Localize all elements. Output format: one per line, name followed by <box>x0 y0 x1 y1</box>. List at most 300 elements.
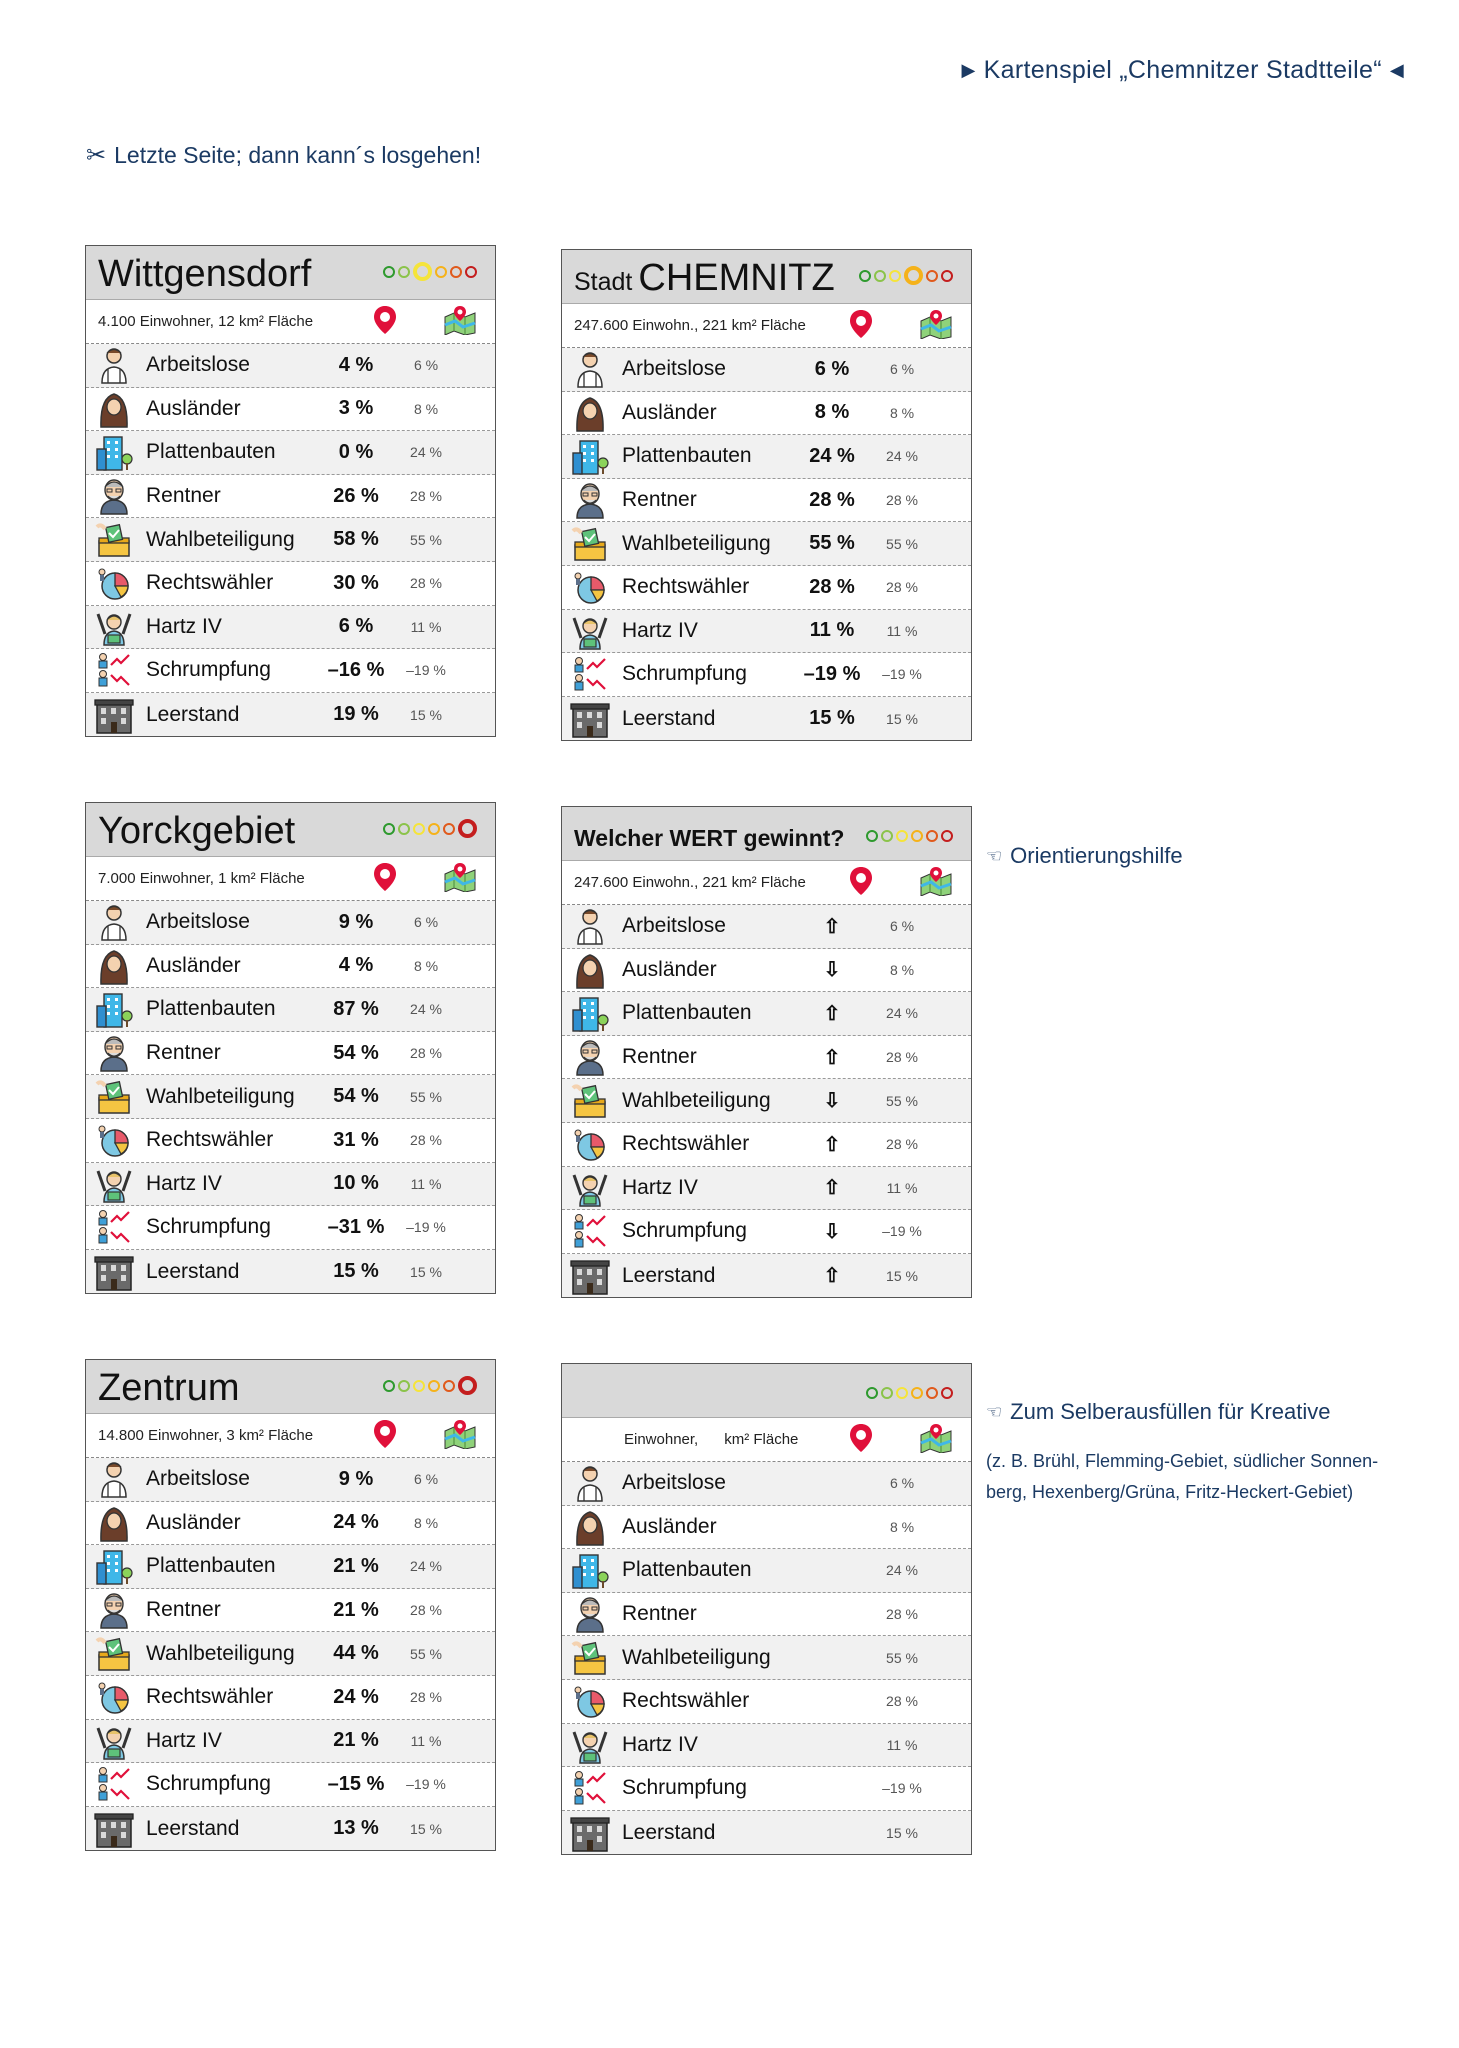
senior-man-icon <box>570 480 610 520</box>
row-label: Leerstand <box>146 1259 240 1283</box>
trend-arrow: ⇩ <box>823 1090 841 1113</box>
shrinking-population-icon <box>94 1207 134 1247</box>
rating-dots <box>866 1387 953 1411</box>
row-reference: 15 % <box>410 706 442 723</box>
pointing-hand-icon: ☜ <box>986 845 1003 866</box>
table-row <box>86 518 495 562</box>
table-row <box>562 697 971 741</box>
trend-arrow: ⇧ <box>823 915 841 938</box>
old-building-icon <box>570 1813 610 1853</box>
card-info <box>86 300 495 344</box>
row-value: 0 % <box>338 440 374 463</box>
table-row <box>562 1549 971 1593</box>
row-label: Ausländer <box>622 957 717 981</box>
row-reference: –19 % <box>882 666 922 683</box>
row-label: Ausländer <box>622 400 717 424</box>
ballot-box-icon <box>570 524 610 564</box>
row-value: 9 % <box>338 910 374 933</box>
row-value: 28 % <box>809 488 855 511</box>
row-reference: 11 % <box>410 1175 442 1192</box>
old-building-icon <box>94 695 134 735</box>
card-info-text: Einwohner, km² Fläche <box>624 1431 799 1448</box>
location-pin-icon <box>849 866 873 900</box>
row-label: Leerstand <box>146 1816 240 1840</box>
creative-label <box>986 1399 1331 1425</box>
row-value: 24 % <box>333 1685 379 1708</box>
map-icon <box>443 862 477 896</box>
row-label: Plattenbauten <box>146 1554 276 1578</box>
row-value: 15 % <box>333 1260 379 1283</box>
rating-dot <box>881 830 893 842</box>
scissors-icon: ✂ <box>86 142 107 169</box>
table-row <box>562 653 971 697</box>
row-reference: 6 % <box>413 357 439 374</box>
rating-dot <box>889 270 901 282</box>
row-reference: 28 % <box>886 1049 918 1066</box>
table-row <box>562 1506 971 1550</box>
table-row <box>562 435 971 479</box>
row-label: Arbeitslose <box>622 914 726 938</box>
card-head <box>562 807 971 861</box>
row-value: 54 % <box>333 1085 379 1108</box>
location-pin-icon <box>373 305 397 339</box>
row-value: 55 % <box>809 532 855 555</box>
table-row <box>562 1079 971 1123</box>
row-reference: 55 % <box>410 1088 442 1105</box>
row-label: Rechtswähler <box>622 575 750 599</box>
row-label: Leerstand <box>622 706 716 730</box>
card-rows <box>86 901 495 1293</box>
row-reference: 6 % <box>889 1475 915 1492</box>
rating-dot <box>904 266 923 285</box>
table-row <box>562 1123 971 1167</box>
row-label: Ausländer <box>146 953 241 977</box>
row-value: –19 % <box>803 662 861 685</box>
row-reference: 6 % <box>889 918 915 935</box>
senior-man-icon <box>570 1594 610 1634</box>
rating-dot <box>926 1387 938 1399</box>
worker-icon <box>94 1459 134 1499</box>
map-icon <box>443 1419 477 1453</box>
table-row <box>562 479 971 523</box>
row-label: Leerstand <box>622 1263 716 1287</box>
apartment-building-icon <box>570 993 610 1033</box>
table-row <box>86 1075 495 1119</box>
row-reference: 6 % <box>413 914 439 931</box>
senior-man-icon <box>94 476 134 516</box>
row-value: 54 % <box>333 1041 379 1064</box>
row-reference: 8 % <box>889 1518 915 1535</box>
worker-icon <box>94 345 134 385</box>
card-info <box>562 861 971 905</box>
row-label: Rentner <box>622 1602 697 1626</box>
row-label: Plattenbauten <box>622 444 752 468</box>
table-row <box>562 348 971 392</box>
rating-dot <box>413 262 432 281</box>
old-building-icon <box>570 699 610 739</box>
table-row <box>86 1032 495 1076</box>
row-label: Arbeitslose <box>146 353 250 377</box>
trend-arrow: ⇧ <box>823 1002 841 1025</box>
table-row <box>562 1167 971 1211</box>
table-row <box>562 610 971 654</box>
table-row <box>86 988 495 1032</box>
cheering-man-icon <box>94 1164 134 1204</box>
row-label: Rentner <box>146 484 221 508</box>
table-row <box>86 1545 495 1589</box>
orientation-text: Orientierungshilfe <box>1010 843 1183 868</box>
table-row <box>562 1636 971 1680</box>
row-value: 3 % <box>338 397 374 420</box>
rating-dot <box>413 823 425 835</box>
row-reference: 28 % <box>410 1602 442 1619</box>
card-rows <box>562 1462 971 1854</box>
row-label: Rechtswähler <box>146 1128 274 1152</box>
row-value: 19 % <box>333 703 379 726</box>
rating-dot <box>443 823 455 835</box>
card-info-text: 14.800 Einwohner, 3 km² Fläche <box>98 1427 314 1444</box>
row-value: 6 % <box>814 357 850 380</box>
table-row <box>562 1593 971 1637</box>
card-info <box>86 857 495 901</box>
row-label: Wahlbeteiligung <box>146 527 295 551</box>
row-reference: –19 % <box>882 1223 922 1240</box>
card-rows <box>562 905 971 1297</box>
row-label: Rechtswähler <box>146 1685 274 1709</box>
card-head <box>562 250 971 304</box>
rating-dot <box>398 266 410 278</box>
rating-dot <box>413 1380 425 1392</box>
rating-dot <box>859 270 871 282</box>
row-label: Arbeitslose <box>622 357 726 381</box>
rating-dot <box>941 830 953 842</box>
orientation-label <box>986 843 1183 869</box>
card-title: Yorckgebiet <box>98 810 296 852</box>
row-reference: 55 % <box>886 1649 918 1666</box>
row-label: Rentner <box>146 1041 221 1065</box>
row-value: 87 % <box>333 997 379 1020</box>
row-label: Schrumpfung <box>146 658 271 682</box>
cheering-man-icon <box>570 1168 610 1208</box>
row-reference: 11 % <box>410 618 442 635</box>
row-label: Hartz IV <box>622 1732 698 1756</box>
row-value: 6 % <box>338 615 374 638</box>
card-head <box>562 1364 971 1418</box>
row-label: Ausländer <box>146 396 241 420</box>
rating-dots <box>859 266 953 297</box>
card-title: Zentrum <box>98 1367 240 1409</box>
table-row <box>86 1720 495 1764</box>
row-label: Hartz IV <box>146 1728 222 1752</box>
card-zentrum <box>85 1359 496 1851</box>
row-reference: –19 % <box>406 1219 446 1236</box>
row-label: Wahlbeteiligung <box>622 1645 771 1669</box>
trend-arrow: ⇧ <box>823 1177 841 1200</box>
rating-dot <box>874 270 886 282</box>
row-label: Hartz IV <box>622 1175 698 1199</box>
row-label: Schrumpfung <box>622 1219 747 1243</box>
row-value: 58 % <box>333 528 379 551</box>
row-reference: 55 % <box>886 535 918 552</box>
rating-dot <box>383 1380 395 1392</box>
row-value: 13 % <box>333 1817 379 1840</box>
worker-icon <box>570 906 610 946</box>
row-reference: 24 % <box>886 448 918 465</box>
row-value: 15 % <box>809 707 855 730</box>
row-label: Hartz IV <box>146 1171 222 1195</box>
row-reference: 55 % <box>886 1092 918 1109</box>
row-label: Wahlbeteiligung <box>146 1084 295 1108</box>
map-icon <box>919 309 953 343</box>
row-reference: 8 % <box>889 961 915 978</box>
row-reference: 8 % <box>413 957 439 974</box>
rating-dot <box>896 1387 908 1399</box>
row-reference: 8 % <box>889 404 915 421</box>
row-label: Rentner <box>622 488 697 512</box>
creative-text: Zum Selberausfüllen für Kreative <box>1010 1399 1331 1424</box>
location-pin-icon <box>849 309 873 343</box>
ballot-box-icon <box>94 1077 134 1117</box>
row-label: Plattenbauten <box>622 1001 752 1025</box>
row-value: 11 % <box>809 619 855 642</box>
card-info-text: 247.600 Einwohn., 221 km² Fläche <box>574 874 806 891</box>
row-label: Plattenbauten <box>146 997 276 1021</box>
rating-dots <box>383 1376 477 1407</box>
cut-instruction <box>86 141 481 170</box>
location-pin-icon <box>849 1423 873 1457</box>
table-row <box>562 992 971 1036</box>
row-reference: 24 % <box>886 1005 918 1022</box>
rating-dot <box>941 1387 953 1399</box>
row-reference: 15 % <box>886 1267 918 1284</box>
location-pin-icon <box>373 862 397 896</box>
table-row <box>86 1206 495 1250</box>
trend-arrow: ⇧ <box>823 1046 841 1069</box>
row-label: Rechtswähler <box>622 1132 750 1156</box>
table-row <box>86 1807 495 1851</box>
rating-dot <box>926 830 938 842</box>
row-reference: 24 % <box>410 1558 442 1575</box>
row-value: 21 % <box>333 1554 379 1577</box>
table-row <box>562 1724 971 1768</box>
row-value: 9 % <box>338 1467 374 1490</box>
rating-dot <box>428 1380 440 1392</box>
creative-note: (z. B. Brühl, Flemming-Gebiet, südlicher Sonnen-berg, Hexenberg/Grüna, Fritz-Heckert-Gebiet) <box>986 1451 1379 1502</box>
card-yorckgebiet <box>85 802 496 1294</box>
row-value: 24 % <box>333 1511 379 1534</box>
woman-hijab-icon <box>94 1503 134 1543</box>
table-row <box>86 1676 495 1720</box>
card-chemnitz <box>561 249 972 741</box>
senior-man-icon <box>94 1033 134 1073</box>
table-row <box>86 1458 495 1502</box>
table-row <box>86 649 495 693</box>
cut-instruction-text: Letzte Seite; dann kann´s losgehen! <box>114 142 482 168</box>
row-label: Wahlbeteiligung <box>622 1088 771 1112</box>
row-value: 10 % <box>333 1172 379 1195</box>
table-row <box>86 1163 495 1207</box>
ballot-box-icon <box>94 1634 134 1674</box>
row-reference: –19 % <box>406 1776 446 1793</box>
table-row <box>562 949 971 993</box>
card-info-text: 247.600 Einwohn., 221 km² Fläche <box>574 317 806 334</box>
table-row <box>86 1763 495 1807</box>
apartment-building-icon <box>570 436 610 476</box>
row-value: 4 % <box>338 353 374 376</box>
location-pin-icon <box>373 1419 397 1453</box>
ballot-box-icon <box>94 520 134 560</box>
row-reference: 28 % <box>886 1693 918 1710</box>
trend-arrow: ⇧ <box>823 1265 841 1288</box>
card-info <box>562 304 971 348</box>
card-rows <box>86 1458 495 1850</box>
card-rows <box>562 348 971 740</box>
row-reference: 55 % <box>410 531 442 548</box>
row-value: 24 % <box>809 444 855 467</box>
row-label: Arbeitslose <box>146 1467 250 1491</box>
rating-dot <box>458 819 477 838</box>
row-label: Leerstand <box>622 1820 716 1844</box>
row-reference: 24 % <box>886 1562 918 1579</box>
table-row <box>562 1254 971 1298</box>
row-label: Leerstand <box>146 702 240 726</box>
rating-dots <box>383 262 477 293</box>
row-reference: 6 % <box>413 1471 439 1488</box>
card-info <box>86 1414 495 1458</box>
triangle-left-icon: ◀ <box>1389 60 1404 80</box>
table-row <box>86 606 495 650</box>
shrinking-population-icon <box>94 650 134 690</box>
pie-chart-icon <box>570 1681 610 1721</box>
shrinking-population-icon <box>570 654 610 694</box>
table-row <box>562 1811 971 1855</box>
row-label: Hartz IV <box>146 614 222 638</box>
row-reference: 28 % <box>410 1689 442 1706</box>
row-value: 44 % <box>333 1642 379 1665</box>
row-value: 26 % <box>333 484 379 507</box>
rating-dot <box>383 823 395 835</box>
rating-dot <box>458 1376 477 1395</box>
table-row <box>86 1589 495 1633</box>
card-title: Welcher WERT gewinnt? <box>574 825 845 851</box>
table-row <box>86 1632 495 1676</box>
rating-dot <box>383 266 395 278</box>
card-info <box>562 1418 971 1462</box>
woman-hijab-icon <box>570 393 610 433</box>
row-reference: 24 % <box>410 444 442 461</box>
row-reference: 28 % <box>410 1045 442 1062</box>
page-header-title: Kartenspiel „Chemnitzer Stadtteile“ <box>983 56 1382 84</box>
rating-dot <box>398 1380 410 1392</box>
row-label: Arbeitslose <box>622 1471 726 1495</box>
row-reference: 8 % <box>413 400 439 417</box>
row-label: Schrumpfung <box>146 1215 271 1239</box>
row-value: –31 % <box>327 1215 385 1238</box>
pie-chart-icon <box>94 563 134 603</box>
row-reference: 15 % <box>410 1820 442 1837</box>
table-row <box>86 344 495 388</box>
table-row <box>86 1502 495 1546</box>
map-icon <box>919 1423 953 1457</box>
pie-chart-icon <box>570 567 610 607</box>
row-label: Plattenbauten <box>622 1558 752 1582</box>
row-reference: –19 % <box>882 1780 922 1797</box>
cheering-man-icon <box>94 607 134 647</box>
ballot-box-icon <box>570 1081 610 1121</box>
worker-icon <box>94 902 134 942</box>
row-reference: 28 % <box>410 575 442 592</box>
table-row <box>86 562 495 606</box>
triangle-right-icon: ▶ <box>961 60 976 80</box>
pie-chart-icon <box>570 1124 610 1164</box>
row-reference: 28 % <box>410 1132 442 1149</box>
rating-dots <box>866 830 953 854</box>
apartment-building-icon <box>570 1550 610 1590</box>
rating-dot <box>941 270 953 282</box>
card-rows <box>86 344 495 736</box>
card-title: Stadt CHEMNITZ <box>574 257 835 299</box>
table-row <box>562 522 971 566</box>
map-icon <box>443 305 477 339</box>
row-label: Schrumpfung <box>622 1776 747 1800</box>
row-reference: 15 % <box>410 1263 442 1280</box>
row-reference: –19 % <box>406 662 446 679</box>
apartment-building-icon <box>94 989 134 1029</box>
senior-man-icon <box>570 1037 610 1077</box>
row-value: 28 % <box>809 575 855 598</box>
row-value: –15 % <box>327 1772 385 1795</box>
table-row <box>86 475 495 519</box>
woman-hijab-icon <box>94 946 134 986</box>
row-reference: 11 % <box>886 622 918 639</box>
row-label: Schrumpfung <box>146 1772 271 1796</box>
row-label: Wahlbeteiligung <box>146 1641 295 1665</box>
row-value: 31 % <box>333 1128 379 1151</box>
apartment-building-icon <box>94 1546 134 1586</box>
rating-dot <box>450 266 462 278</box>
cheering-man-icon <box>570 1725 610 1765</box>
rating-dot <box>435 266 447 278</box>
rating-dot <box>866 1387 878 1399</box>
row-reference: 28 % <box>410 488 442 505</box>
row-reference: 15 % <box>886 1824 918 1841</box>
row-reference: 8 % <box>413 1514 439 1531</box>
rating-dot <box>911 830 923 842</box>
card-head <box>86 1360 495 1414</box>
table-row <box>86 1250 495 1294</box>
shrinking-population-icon <box>570 1768 610 1808</box>
row-reference: 24 % <box>410 1001 442 1018</box>
card-wittgensdorf <box>85 245 496 737</box>
worker-icon <box>570 1463 610 1503</box>
worker-icon <box>570 349 610 389</box>
rating-dot <box>896 830 908 842</box>
row-label: Rentner <box>146 1598 221 1622</box>
pointing-hand-icon: ☜ <box>986 1401 1003 1422</box>
rating-dot <box>881 1387 893 1399</box>
card-title: Wittgensdorf <box>98 253 312 295</box>
row-label: Schrumpfung <box>622 662 747 686</box>
table-row <box>562 1680 971 1724</box>
woman-hijab-icon <box>570 950 610 990</box>
row-reference: 28 % <box>886 1136 918 1153</box>
old-building-icon <box>94 1809 134 1849</box>
row-label: Rechtswähler <box>622 1689 750 1713</box>
row-label: Hartz IV <box>622 618 698 642</box>
card-head <box>86 246 495 300</box>
row-reference: 28 % <box>886 492 918 509</box>
row-label: Rechtswähler <box>146 571 274 595</box>
